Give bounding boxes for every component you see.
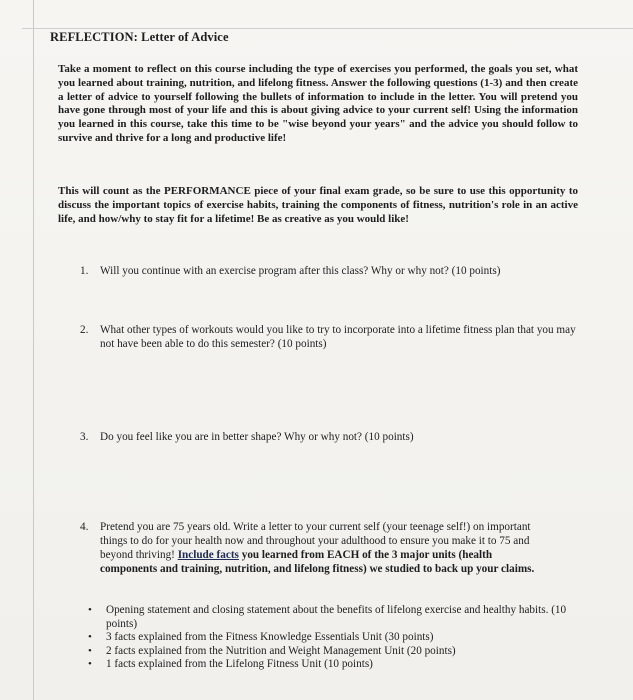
- question-text: Do you feel like you are in better shape? Why or why not? (10 points): [100, 431, 414, 443]
- question-number: 2.: [80, 324, 89, 336]
- question-number: 4.: [80, 521, 89, 533]
- include-facts-emphasis: Include facts: [177, 549, 239, 561]
- question-3: [80, 430, 580, 444]
- list-item-text: 2 facts explained from the Nutrition and Weight Management Unit (20 points): [106, 644, 456, 657]
- bullet-icon: •: [88, 604, 92, 616]
- intro-paragraph: Take a moment to reflect on this course including the type of exercises you performed, the goals you set, what you learned about training, nutrition, and lifelong fitness. Answer the following questions (1-3) and then create a letter of advice to yourself following the bullets of information to include in the letter. You will pretend you have gone through most of your life and this is about giving advice to your current self! Using the information you learned in this course, take this time to be "wise beyond your years" and the advice you should follow to survive and thrive for a long and productive life!: [58, 63, 578, 144]
- question-text-part-b: you learned from EACH of the 3 major units (health components and training, nutrition, and lifelong fitness) we studied to back up your claims.: [100, 549, 535, 575]
- question-2: [80, 323, 580, 351]
- list-item-text: Opening statement and closing statement about the benefits of lifelong exercise and healthy habits. (10 points): [106, 604, 567, 630]
- margin-rule-horizontal: [22, 28, 633, 29]
- performance-paragraph: This will count as the PERFORMANCE piece of your final exam grade, so be sure to use this opportunity to discuss the important topics of exercise habits, training the components of fitness, nutrition's role in an active life, and how/why to stay fit for a lifetime! Be as creative as you would like!: [58, 185, 578, 225]
- list-item-text: 3 facts explained from the Fitness Knowledge Essentials Unit (30 points): [106, 631, 434, 644]
- list-item: [88, 604, 578, 631]
- question-1: [80, 264, 580, 278]
- question-number: 3.: [80, 431, 89, 443]
- letter-requirements-list: [88, 604, 578, 672]
- bullet-icon: •: [88, 658, 92, 671]
- question-4: [80, 520, 550, 576]
- question-number: 1.: [80, 265, 89, 277]
- question-text: What other types of workouts would you like to try to incorporate into a lifetime fitness plan that you may not have been able to do this semester? (10 points): [100, 324, 576, 350]
- bullet-icon: •: [88, 631, 92, 644]
- list-item: [88, 645, 578, 659]
- list-item-text: 1 facts explained from the Lifelong Fitness Unit (10 points): [106, 658, 373, 671]
- page-title: REFLECTION: Letter of Advice: [50, 30, 229, 44]
- question-text: Will you continue with an exercise program after this class? Why or why not? (10 points): [100, 265, 501, 277]
- margin-rule-vertical: [33, 0, 34, 700]
- list-item: [88, 658, 578, 672]
- bullet-icon: •: [88, 644, 92, 657]
- question-text-part-a: Pretend you are 75 years old. Write a letter to your current self (your teenage self!) on important things to do for your health now and throughout your adulthood to ensure you make it to 75 and beyond thriving!: [100, 521, 531, 561]
- list-item: [88, 631, 578, 645]
- question-text: [100, 520, 550, 576]
